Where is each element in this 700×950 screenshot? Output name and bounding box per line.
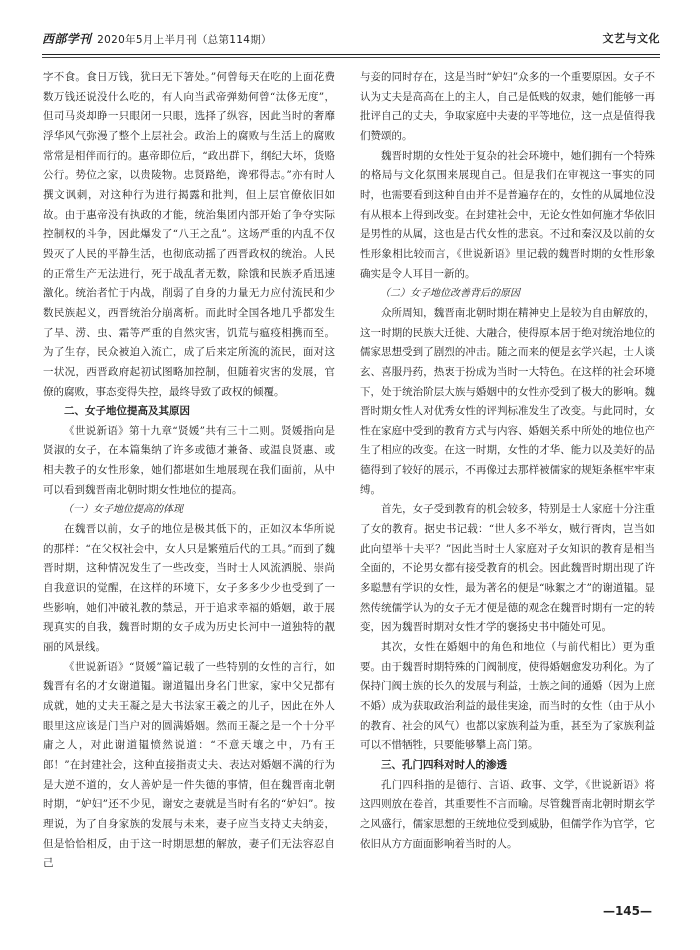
page-number: —145— [602, 904, 652, 918]
paragraph: 字不食。食日万钱，犹曰无下箸处。”何曾每天在吃的上面花费数万钱还说没什么吃的，有人向当武帝弹劾何曾“汰侈无度”，但司马炎却睁一只眼闭一只眼，选择了纵容，因此当时的奢靡浮华风气弥漫了整个上层社会。政治上的腐败与生活上的腐败常常是相伴而行的。惠帝即位后，“政出群下，纲纪大坏，货赂公行。势位之家，以贵陵物。忠贤路绝，谗邪得志。”亦有时人撰文讽刺，对这种行为进行揭露和批判，但上层官僚依旧如故。由于惠帝没有执政的才能，统治集团内部开始了争夺实际控制权的斗争，因此爆发了“八王之乱”。这场严重的内乱不仅毁灭了人民的平静生活，也彻底动摇了西晋政权的统治。人民的正常生产无法进行，死于战乱者无数，除饿和民族矛盾迅速激化。统治者忙于内战，削弱了自身的力量无力应付流民和少数民族起义，西晋统治分崩离析。而此时全国各地几乎都发生了旱、涝、虫、霜等严重的自然灾害，饥荒与瘟疫相携而至。为了生存，民众被迫入流亡，成了后来定所流的流民，面对这一状况，西晋政府起初试图略加控制，但随着灾害的发展，官僚的腐败，事态变得失控，最终导致了政权的倾覆。 [43, 71, 335, 398]
header-rule [42, 54, 660, 55]
paragraph: 与妾的同时存在，这是当时“妒妇”众多的一个重要原因。女子不认为丈夫是高高在上的主人，自己是低贱的奴隶，她们能够一再批评自己的丈夫，争取家庭中夫妻的平等地位，这一点是值得我们赞颂的。 [360, 71, 655, 142]
paragraph: 众所周知，魏晋南北朝时期在精神史上是较为自由解放的，这一时期的民族大迁徙、大融合，使得原本居于绝对统治地位的儒家思想受到了剧烈的冲击。随之而来的便是玄学兴起，士人谈玄、喜服丹药，热衷于扮成为当时一大特色。在这样的社会环境下，处于统治阶层大族与婚姻中的女性亦受到了极大的影响。魏晋时期女性人对优秀女性的评判标准发生了改变。与此同时，女性在家庭中受到的教育方式与内容、婚姻关系中所处的地位也产生了相应的改变。在这一时期，女性的才华、能力以及美好的品德得到了较好的展示，不再像过去那样被儒家的规矩条框牢牢束缚。 [360, 306, 655, 496]
journal-name: 西部学刊 [42, 32, 92, 46]
paragraph: 《世说新语》第十九章“贤媛”共有三十二则。贤媛指向是贤淑的女子，在本篇集纳了许多或德才兼备、或温良贤惠、或相夫教子的女性形象，她们都堪如生地展现在我们面前，从中可以看到魏晋南北朝时期女性地位的提高。 [43, 424, 335, 496]
paragraph: 其次，女性在婚姻中的角色和地位（与前代相比）更为重要。由于魏晋时期特殊的门阀制度，使得婚姻愈发功利化。为了保持门阀士族的长久的发展与利益，士族之间的通婚（因为上庶不婚）成为获取政治利益的最佳実途，而当时的女性（由于从小的教育、社会的风气）也都以家族利益为重，甚至为了家族利益可以不惜牺牲，只要能够攀上高门第。 [360, 641, 655, 752]
paragraph: 在魏晋以前，女子的地位是极其低下的，正如汉本华所说的那样：“在父权社会中，女人只是繁殖后代的工具。”而到了魏晋时期，这种情况发生了一些改变，当时士人风流洒脱、崇尚自我意识的觉醒，在这样的环境下，女子多多少少也受到了一些影响，她们冲破礼教的禁忌，开于追求幸福的婚姻，敢于展现真实的自我，魏晋时期的女子成为历史长河中一道独特的靓丽的风景线。 [43, 523, 335, 654]
section-name: 文艺与文化 [602, 32, 660, 45]
page-header [42, 26, 660, 52]
paragraph: 《世说新语》“贤媛”篇记载了一些特别的女性的言行，如魏晋有名的才女谢道韫。谢道韫出身名门世家，家中父兄都有成就，她的丈夫王凝之是大书法家王羲之的儿子，因此在外人眼里这应该是门当户对的圆满婚姻。然而王凝之是一个十分平庸之人，对此谢道韫愤然说道：“不意天壤之中，乃有王郎！”在封建社会，这种直接指责丈夫、表达对婚姻不满的行为是大逆不道的，女人善妒是一件失德的事情，但在魏晋南北朝时期，“妒妇”还不少见，谢安之妻就是当时有名的“妒妇”。按理说，为了自身家族的发展与未来，妻子应当支持丈夫纳妾，但是恰恰相反，由于这一时期思想的解放，妻子们无法容忍自己 [43, 660, 335, 870]
subsection-heading: （一）女子地位提高的体现 [63, 504, 183, 516]
paragraph: 首先，女子受到教育的机会较多，特别是士人家庭十分注重了女的教育。据史书记载：“世人多不举女，贼行胥肉，岂当如此向望举十夫平？”因此当时士人家庭对子女知识的教育是相当全面的，不论男女都有接受教育的机会。因此魏晋时期出现了许多聪慧有学识的女性，最为著名的便是“咏絮之才”的谢道韫。显然传统儒学认为的女子无才便是德的观念在魏晋时期有一定的转变，因为魏晋时期对女性才学的褒扬史书中随处可见。 [360, 503, 655, 634]
paragraph: 孔门四科指的是德行、言语、政事、文学，《世说新语》将这四则放在卷首，其重要性不言而喻。尽管魏晋南北朝时期玄学之风盛行，儒家思想的王统地位受到威胁，但儒学作为官学，它依旧从方方面面影响着当时的人。 [360, 778, 655, 850]
header-rule-thin [42, 57, 660, 58]
right-column [360, 68, 655, 854]
section-heading: 二、女子地位提高及其原因 [64, 405, 190, 418]
paragraph: 魏晋时期的女性处于复杂的社会环境中，她们拥有一个特殊的格局与文化氛围来展现自己。但是我们在审视这一事实的同时，也需要看到这种自由并不是普遍存在的，女性的从属地位没有从根本上得到改变。在封建社会中，无论女性如何施才华依旧是男性的从属，这也是古代女性的悲哀。不过和秦汉及以前的女性形象相比较而言，《世说新语》里记载的魏晋时期的女性形象确实是令人耳目一新的。 [360, 149, 655, 280]
journal-info [42, 30, 272, 47]
section-heading: 三、孔门四科对时人的渗透 [381, 758, 507, 771]
left-column [43, 68, 335, 874]
subsection-heading: （二）女子地位改善背后的原因 [380, 288, 520, 300]
issue-info: 2020年5月上半月刊（总第114期） [97, 34, 272, 46]
